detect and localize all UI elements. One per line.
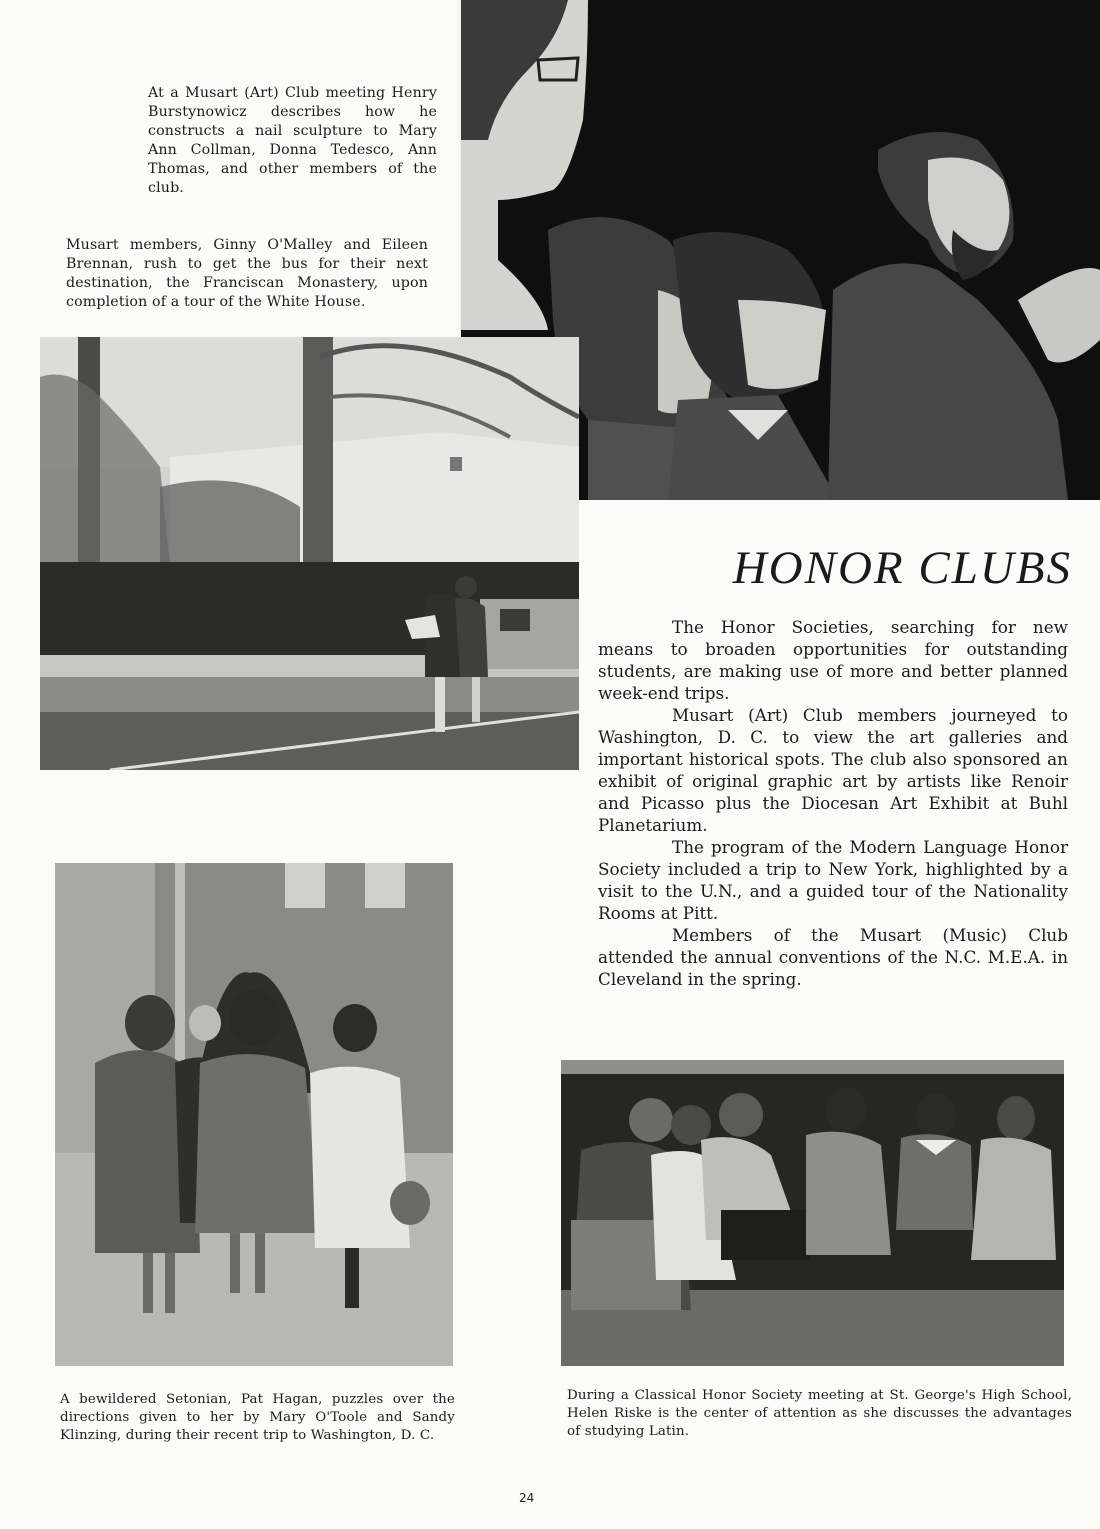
photo-setonian-group (55, 863, 453, 1366)
article-body (598, 616, 1068, 990)
page-number: 24 (519, 1491, 535, 1505)
caption-white-house: Musart members, Ginny O'Malley and Eileen Brennan, rush to get the bus for their next destination, the Franciscan Monastery, upon completion of a tour of the White House. (66, 237, 428, 310)
article-paragraph: The program of the Modern Language Honor Society included a trip to New York, highlighted by a visit to the U.N., and a guided tour of the Nationality Rooms at Pitt. (598, 837, 1068, 923)
caption-setonian: A bewildered Setonian, Pat Hagan, puzzles over the directions given to her by Mary O'Toole and Sandy Klinzing, during their recent trip to Washington, D. C. (60, 1392, 455, 1443)
photo-classical-society-meeting (561, 1060, 1064, 1366)
caption-nail-sculpture: At a Musart (Art) Club meeting Henry Burstynowicz describes how he constructs a nail sculpture to Mary Ann Collman, Donna Tedesco, Ann Thomas, and other members of the club. (148, 85, 437, 196)
article-paragraph: Members of the Musart (Music) Club attended the annual conventions of the N.C. M.E.A. in Cleveland in the spring. (598, 925, 1068, 989)
article-paragraph: The Honor Societies, searching for new means to broaden opportunities for outstanding students, are making use of more and better planned week-end trips. (598, 617, 1068, 703)
article-paragraph: Musart (Art) Club members journeyed to Washington, D. C. to view the art galleries and important historical spots. The club also sponsored an exhibit of original graphic art by artists like Renoir and Picasso plus the Diocesan Art Exhibit at Buhl Planetarium. (598, 705, 1068, 835)
photo-white-house-street (40, 337, 579, 770)
page-title: HONOR CLUBS (732, 542, 1072, 594)
caption-classical-society: During a Classical Honor Society meeting at St. George's High School, Helen Riske is the center of attention as she discusses the advantages of studying Latin. (567, 1388, 1072, 1439)
